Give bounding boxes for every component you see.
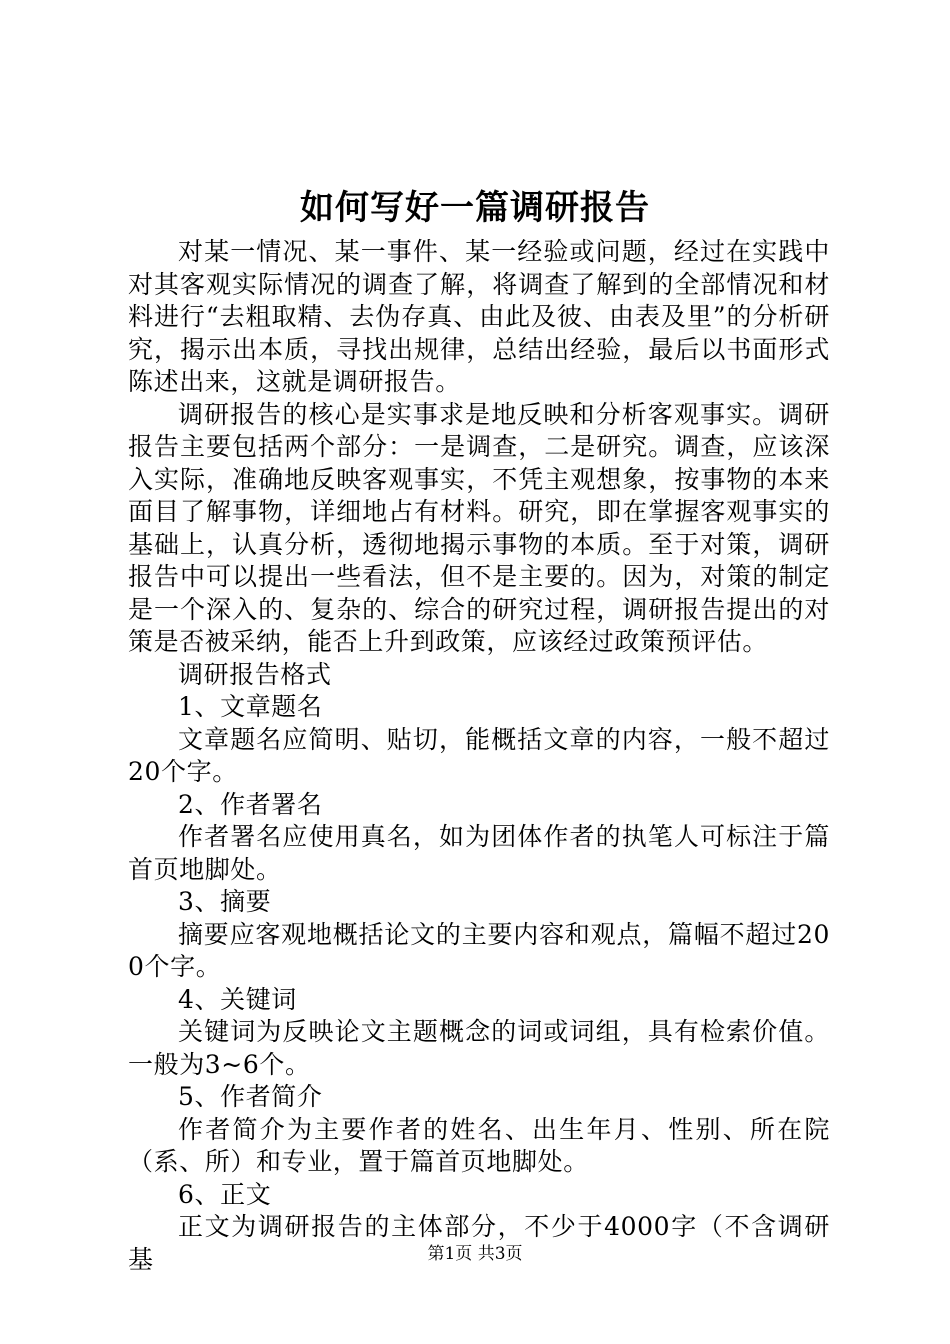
section-heading-title: 1、文章题名 <box>178 692 323 721</box>
section-heading-author-bio: 5、作者简介 <box>178 1082 323 1111</box>
section-heading-author: 2、作者署名 <box>178 789 323 819</box>
section-body-main-text: 正文为调研报告的主体部分，不少于4000字（不含调研基 <box>128 1212 830 1274</box>
page-number-footer: 第1页 共3页 <box>427 1244 523 1264</box>
section-body-keywords: 关键词为反映论文主题概念的词或词组，具有检索价值。一般为3~6个。 <box>128 1017 830 1079</box>
section-heading-main-text: 6、正文 <box>178 1179 272 1209</box>
section-body-author: 作者署名应使用真名，如为团体作者的执笔人可标注于篇首页地脚处。 <box>128 822 830 884</box>
intro-paragraph-2: 调研报告的核心是实事求是地反映和分析客观事实。调研报告主要包括两个部分：一是调查，二是研究。调查，应该深入实际，准确地反映客观事实，不凭主观想象，按事物的本来面目了解事物，详细地占有材料。研究，即在掌握客观事实的基础上，认真分析，透彻地揭示事物的本质。至于对策，调研报告中可以提出一些看法，但不是主要的。因为，对策的制定是一个深入的、复杂的、综合的研究过程，调研报告提出的对策是否被采纳，能否上升到政策，应该经过政策预评估。 <box>128 399 830 656</box>
section-body-abstract: 摘要应客观地概括论文的主要内容和观点，篇幅不超过200个字。 <box>128 919 830 981</box>
section-heading-keywords: 4、关键词 <box>178 984 297 1014</box>
section-heading-abstract: 3、摘要 <box>178 887 272 916</box>
intro-paragraph-1: 对某一情况、某一事件、某一经验或问题，经过在实践中对其客观实际情况的调查了解，将调查了解到的全部情况和材料进行“去粗取精、去伪存真、由此及彼、由表及里”的分析研究，揭示出本质，寻找出规律，总结出经验，最后以书面形式陈述出来，这就是调研报告。 <box>128 237 830 396</box>
section-body-title: 文章题名应简明、贴切，能概括文章的内容，一般不超过20个字。 <box>128 724 830 786</box>
document-title: 如何写好一篇调研报告 <box>300 188 650 228</box>
document-body <box>128 236 830 1276</box>
format-heading: 调研报告格式 <box>178 659 332 689</box>
section-body-author-bio: 作者简介为主要作者的姓名、出生年月、性别、所在院（系、所）和专业，置于篇首页地脚处。 <box>128 1114 830 1176</box>
